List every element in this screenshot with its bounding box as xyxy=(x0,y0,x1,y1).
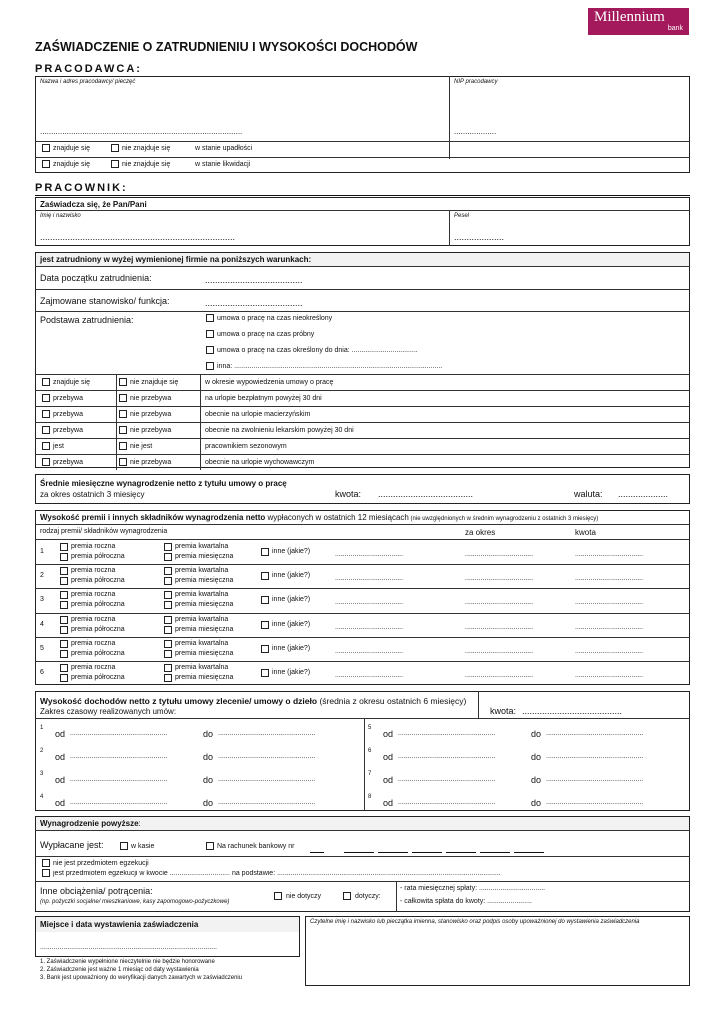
bonus-semiannual-label: premia półroczna xyxy=(71,577,125,584)
contract-to-field[interactable]: .................................................. xyxy=(546,799,644,806)
contract-od-label: od xyxy=(55,775,66,785)
account-number-segment[interactable] xyxy=(378,852,408,853)
payment-heading xyxy=(40,819,141,828)
signature-label: Czytelne imię i nazwisko lub pieczątka imienna, stanowisko oraz podpis osoby upoważnionej do wystawienia zaświadczenia xyxy=(310,919,640,925)
employer-name-label: Nazwa i adres pracodawcy/ pieczęć xyxy=(40,79,136,85)
status-a-label: przebywa xyxy=(53,427,83,434)
contract-od-label: od xyxy=(383,752,394,762)
bonus-monthly-label: premia miesięczna xyxy=(175,577,234,584)
bonus-period-field[interactable]: ................................... xyxy=(465,624,534,631)
status-b-label: nie przebywa xyxy=(130,459,172,466)
bonus-quarterly-label: premia kwartalna xyxy=(175,640,229,647)
bonus-other-field[interactable]: ................................... xyxy=(335,624,404,631)
contract-row-number: 1 xyxy=(40,725,44,731)
pay-cash-label: w kasie xyxy=(131,843,155,850)
contract-from-field[interactable]: .................................................. xyxy=(70,799,168,806)
basis-indefinite-label: umowa o pracę na czas nieokreślony xyxy=(217,315,333,322)
nip-field[interactable]: ................... xyxy=(454,127,497,136)
contract-from-field[interactable]: .................................................. xyxy=(70,730,168,737)
status-b-label: nie przebywa xyxy=(130,395,172,402)
basis-label: Podstawa zatrudnienia: xyxy=(40,315,134,325)
contract-to-field[interactable]: .................................................. xyxy=(218,730,316,737)
bonus-period-field[interactable]: ................................... xyxy=(465,551,534,558)
bonus-monthly-checkbox[interactable] xyxy=(164,674,172,682)
seizure-checkbox[interactable] xyxy=(42,869,50,877)
pesel-label: Pesel xyxy=(454,213,470,219)
basis-trial-label: umowa o pracę na czas próbny xyxy=(217,331,315,338)
bonus-semiannual-checkbox[interactable] xyxy=(60,626,68,634)
employee-name-field[interactable]: .............................................................................. xyxy=(40,232,236,242)
bonus-other-label: inne (jakie?) xyxy=(272,596,311,603)
status-a-label: przebywa xyxy=(53,395,83,402)
bonus-monthly-label: premia miesięczna xyxy=(175,626,234,633)
bonus-semiannual-checkbox[interactable] xyxy=(60,601,68,609)
bankruptcy-yes-label: znajduje się xyxy=(53,145,90,152)
account-number-segment[interactable] xyxy=(446,852,476,853)
bonus-row-number: 5 xyxy=(40,645,44,652)
bonus-semiannual-checkbox[interactable] xyxy=(60,553,68,561)
bonus-monthly-checkbox[interactable] xyxy=(164,601,172,609)
bonus-other-checkbox[interactable] xyxy=(261,645,269,653)
apply-label: dotyczy: xyxy=(355,893,381,900)
employee-name-label: Imię i nazwisko xyxy=(40,213,81,219)
bonus-annual-label: premia roczna xyxy=(71,567,116,574)
bonus-other-field[interactable]: ................................... xyxy=(335,575,404,582)
bonus-other-checkbox[interactable] xyxy=(261,669,269,677)
account-number-segment[interactable] xyxy=(310,852,324,853)
status-b-checkbox[interactable] xyxy=(119,378,127,386)
bonus-title-small: (nie uwzględnionych w średnim wynagrodzeniu z ostatnich 3 miesięcy) xyxy=(408,516,599,522)
nip-label: NIP pracodawcy xyxy=(454,79,498,85)
liquidation-text: w stanie likwidacji xyxy=(195,161,251,168)
avg-amount-field[interactable]: ...................................... xyxy=(378,489,474,499)
bonus-period-field[interactable]: ................................... xyxy=(465,575,534,582)
bonus-other-field[interactable]: ................................... xyxy=(335,551,404,558)
avg-amount-label: kwota: xyxy=(335,489,362,499)
status-a-checkbox[interactable] xyxy=(42,426,50,434)
contract-row-number: 5 xyxy=(368,725,372,731)
bonus-amount-field[interactable]: ................................... xyxy=(575,624,644,631)
bonus-row-number: 3 xyxy=(40,596,44,603)
status-text: obecnie na urlopie wychowawczym xyxy=(205,459,315,466)
employment-box xyxy=(35,252,690,468)
contract-row-number: 4 xyxy=(40,794,44,800)
bonus-col-amount: kwota xyxy=(575,528,596,537)
status-a-checkbox[interactable] xyxy=(42,394,50,402)
status-b-checkbox[interactable] xyxy=(119,410,127,418)
bonus-period-field[interactable]: ................................... xyxy=(465,672,534,679)
status-a-label: przebywa xyxy=(53,459,83,466)
bonus-monthly-label: premia miesięczna xyxy=(175,674,234,681)
start-date-label: Data początku zatrudnienia: xyxy=(40,273,152,283)
position-label: Zajmowane stanowisko/ funkcja: xyxy=(40,296,170,306)
bonus-row-number: 6 xyxy=(40,669,44,676)
account-number-segment[interactable] xyxy=(344,852,374,853)
bonus-quarterly-checkbox[interactable] xyxy=(164,543,172,551)
bonus-monthly-label: premia miesięczna xyxy=(175,553,234,560)
contract-amount-label: kwota: xyxy=(490,706,517,716)
basis-other-checkbox[interactable] xyxy=(206,362,214,370)
bonus-quarterly-checkbox[interactable] xyxy=(164,591,172,599)
contract-from-field[interactable]: .................................................. xyxy=(70,753,168,760)
contract-to-field[interactable]: .................................................. xyxy=(546,753,644,760)
avg-currency-field[interactable]: .................... xyxy=(618,489,669,499)
status-text: obecnie na urlopie macierzyńskim xyxy=(205,411,311,418)
status-a-label: jest xyxy=(53,443,64,450)
bankruptcy-yes-checkbox[interactable] xyxy=(42,144,50,152)
note-2: 2. Zaświadczenie jest ważne 1 miesiąc od daty wystawienia xyxy=(40,967,199,973)
pay-account-checkbox[interactable] xyxy=(206,842,214,850)
bonus-semiannual-label: premia półroczna xyxy=(71,553,125,560)
employer-heading: PRACODAWCA: xyxy=(35,63,142,75)
contract-row-number: 7 xyxy=(368,771,372,777)
contract-to-field[interactable]: .................................................. xyxy=(218,799,316,806)
bonus-quarterly-label: premia kwartalna xyxy=(175,591,229,598)
contract-amount-field[interactable]: ........................................ xyxy=(522,706,623,716)
bonus-other-label: inne (jakie?) xyxy=(272,645,311,652)
logo-name: Millennium xyxy=(594,9,665,25)
bonus-period-field[interactable]: ................................... xyxy=(465,648,534,655)
note-3: 3. Bank jest upoważniony do weryfikacji danych zawartych w zaświadczeniu xyxy=(40,975,243,981)
account-number-segment[interactable] xyxy=(412,852,442,853)
bonus-title xyxy=(40,513,598,522)
seizure-label: jest przedmiotem egzekucji w kwocie ............................... na podstawie: ................................................................................................................... xyxy=(53,870,501,877)
contract-from-field[interactable]: .................................................. xyxy=(398,753,496,760)
bonus-semiannual-label: premia półroczna xyxy=(71,674,125,681)
contract-title-bold: Wysokość dochodów netto z tytułu umowy zlecenie/ umowy o dzieło xyxy=(40,696,318,706)
contract-do-label: do xyxy=(531,798,542,808)
monthly-installment: - rata miesięcznej spłaty: .................................. xyxy=(400,885,546,892)
bonus-other-checkbox[interactable] xyxy=(261,596,269,604)
bonus-amount-field[interactable]: ................................... xyxy=(575,648,644,655)
bonus-other-checkbox[interactable] xyxy=(261,548,269,556)
basis-indefinite-checkbox[interactable] xyxy=(206,314,214,322)
bonus-title-bold: Wysokość premii i innych składników wynagrodzenia netto xyxy=(40,513,266,522)
bonus-quarterly-checkbox[interactable] xyxy=(164,664,172,672)
employee-heading: PRACOWNIK: xyxy=(35,182,128,194)
contract-title-normal: (średnia z okresu ostatnich 6 miesięcy) xyxy=(317,696,467,706)
position-field[interactable]: ....................................... xyxy=(205,298,303,308)
bonus-quarterly-checkbox[interactable] xyxy=(164,567,172,575)
status-text: na urlopie bezpłatnym powyżej 30 dni xyxy=(205,395,322,402)
basis-fixed-checkbox[interactable] xyxy=(206,346,214,354)
status-a-checkbox[interactable] xyxy=(42,410,50,418)
bonus-semiannual-label: premia półroczna xyxy=(71,626,125,633)
bonus-semiannual-checkbox[interactable] xyxy=(60,650,68,658)
bonus-row-number: 1 xyxy=(40,548,44,555)
contract-to-field[interactable]: .................................................. xyxy=(218,776,316,783)
bonus-semiannual-label: premia półroczna xyxy=(71,650,125,657)
bonus-annual-label: premia roczna xyxy=(71,616,116,623)
status-a-label: przebywa xyxy=(53,411,83,418)
contract-od-label: od xyxy=(55,798,66,808)
account-number-segment[interactable] xyxy=(514,852,544,853)
status-a-checkbox[interactable] xyxy=(42,458,50,466)
place-field[interactable]: ........................................................................................... xyxy=(40,944,217,951)
contract-do-label: do xyxy=(203,775,214,785)
bonus-other-field[interactable]: ................................... xyxy=(335,648,404,655)
bonus-monthly-checkbox[interactable] xyxy=(164,650,172,658)
bonus-annual-checkbox[interactable] xyxy=(60,567,68,575)
status-text: pracownikiem sezonowym xyxy=(205,443,287,450)
bonus-monthly-checkbox[interactable] xyxy=(164,577,172,585)
status-text: w okresie wypowiedzenia umowy o pracę xyxy=(205,379,334,386)
contract-do-label: do xyxy=(203,752,214,762)
bonus-annual-label: premia roczna xyxy=(71,543,116,550)
contract-to-field[interactable]: .................................................. xyxy=(546,730,644,737)
contract-row-number: 2 xyxy=(40,748,44,754)
contract-to-field[interactable]: .................................................. xyxy=(546,776,644,783)
contract-do-label: do xyxy=(203,798,214,808)
contract-range-label: Zakres czasowy realizowanych umów: xyxy=(40,707,177,716)
logo-sub: bank xyxy=(667,25,683,32)
bonus-other-label: inne (jakie?) xyxy=(272,621,311,628)
pesel-field[interactable]: .................... xyxy=(454,232,505,242)
payment-heading-colon: : xyxy=(138,819,141,828)
total-repayment: - całkowita spłata do kwoty: ....................... xyxy=(400,898,532,905)
bonus-monthly-label: premia miesięczna xyxy=(175,601,234,608)
status-b-label: nie znajduje się xyxy=(130,379,179,386)
contract-row-number: 8 xyxy=(368,794,372,800)
employer-name-field[interactable]: ........................................................................................... xyxy=(40,127,243,136)
note-1: 1. Zaświadczenie wypełnione nieczytelnie nie będzie honorowane xyxy=(40,959,215,965)
not-apply-checkbox[interactable] xyxy=(274,892,282,900)
contract-od-label: od xyxy=(383,798,394,808)
contract-od-label: od xyxy=(383,775,394,785)
bonus-other-checkbox[interactable] xyxy=(261,572,269,580)
bonus-row-number: 2 xyxy=(40,572,44,579)
basis-fixed-label: umowa o pracę na czas określony do dnia: .................................. xyxy=(217,347,418,354)
contract-row-number: 6 xyxy=(368,748,372,754)
bonus-amount-field[interactable]: ................................... xyxy=(575,551,644,558)
not-apply-label: nie dotyczy xyxy=(286,893,322,900)
liquidation-no-checkbox[interactable] xyxy=(111,160,119,168)
contract-from-field[interactable]: .................................................. xyxy=(398,730,496,737)
bonus-semiannual-checkbox[interactable] xyxy=(60,577,68,585)
status-a-checkbox[interactable] xyxy=(42,442,50,450)
status-a-label: znajduje się xyxy=(53,379,90,386)
bonus-other-label: inne (jakie?) xyxy=(272,669,311,676)
bonus-semiannual-label: premia półroczna xyxy=(71,601,125,608)
basis-trial-checkbox[interactable] xyxy=(206,330,214,338)
payment-heading-text: Wynagrodzenie powyższe xyxy=(40,819,139,828)
start-date-field[interactable]: ....................................... xyxy=(205,275,303,285)
bonus-annual-checkbox[interactable] xyxy=(60,543,68,551)
bonus-amount-field[interactable]: ................................... xyxy=(575,672,644,679)
bonus-other-field[interactable]: ................................... xyxy=(335,672,404,679)
contract-to-field[interactable]: .................................................. xyxy=(218,753,316,760)
status-b-checkbox[interactable] xyxy=(119,394,127,402)
employment-heading: jest zatrudniony w wyżej wymienionej firmie na poniższych warunkach: xyxy=(40,255,312,264)
contract-from-field[interactable]: .................................................. xyxy=(398,799,496,806)
status-b-checkbox[interactable] xyxy=(119,426,127,434)
no-seizure-label: nie jest przedmiotem egzekucji xyxy=(53,860,149,867)
bonus-annual-label: premia roczna xyxy=(71,640,116,647)
status-b-checkbox[interactable] xyxy=(119,442,127,450)
bonus-col-kind: rodzaj premii/ składników wynagrodzenia xyxy=(40,528,168,535)
contract-from-field[interactable]: .................................................. xyxy=(70,776,168,783)
bonus-annual-checkbox[interactable] xyxy=(60,664,68,672)
bonus-quarterly-checkbox[interactable] xyxy=(164,616,172,624)
pay-account-label: Na rachunek bankowy nr xyxy=(217,843,295,850)
status-b-label: nie jest xyxy=(130,443,153,450)
bonus-quarterly-checkbox[interactable] xyxy=(164,640,172,648)
bonus-other-checkbox[interactable] xyxy=(261,621,269,629)
bonus-amount-field[interactable]: ................................... xyxy=(575,599,644,606)
contract-do-label: do xyxy=(203,729,214,739)
liquidation-yes-label: znajduje się xyxy=(53,161,90,168)
avg-salary-title: Średnie miesięczne wynagrodzenie netto z tytułu umowy o pracę xyxy=(40,479,287,488)
paid-label: Wypłacane jest: xyxy=(40,840,104,850)
account-number-segment[interactable] xyxy=(480,852,510,853)
contract-do-label: do xyxy=(531,775,542,785)
bonus-period-field[interactable]: ................................... xyxy=(465,599,534,606)
contract-od-label: od xyxy=(55,729,66,739)
bonus-row-number: 4 xyxy=(40,621,44,628)
contract-row-number: 3 xyxy=(40,771,44,777)
employer-box xyxy=(35,76,690,173)
logo xyxy=(588,8,689,35)
bonus-quarterly-label: premia kwartalna xyxy=(175,616,229,623)
certifies-text: Zaświadcza się, że Pan/Pani xyxy=(40,200,147,209)
contract-title xyxy=(40,696,466,706)
avg-currency-label: waluta: xyxy=(574,489,603,499)
status-b-label: nie przebywa xyxy=(130,411,172,418)
status-text: obecnie na zwolnieniu lekarskim powyżej 30 dni xyxy=(205,427,354,434)
bonus-quarterly-label: premia kwartalna xyxy=(175,567,229,574)
bonus-monthly-label: premia miesięczna xyxy=(175,650,234,657)
bonus-annual-label: premia roczna xyxy=(71,591,116,598)
bonus-quarterly-label: premia kwartalna xyxy=(175,664,229,671)
bankruptcy-no-label: nie znajduje się xyxy=(122,145,171,152)
bonus-other-field[interactable]: ................................... xyxy=(335,599,404,606)
status-b-checkbox[interactable] xyxy=(119,458,127,466)
bonus-annual-checkbox[interactable] xyxy=(60,591,68,599)
bankruptcy-text: w stanie upadłości xyxy=(195,145,253,152)
no-seizure-checkbox[interactable] xyxy=(42,859,50,867)
bonus-monthly-checkbox[interactable] xyxy=(164,553,172,561)
bonus-annual-checkbox[interactable] xyxy=(60,616,68,624)
bonus-annual-checkbox[interactable] xyxy=(60,640,68,648)
avg-salary-period: za okres ostatnich 3 miesięcy xyxy=(40,490,145,499)
bonus-col-period: za okres xyxy=(465,528,496,537)
contract-do-label: do xyxy=(531,729,542,739)
liquidation-yes-checkbox[interactable] xyxy=(42,160,50,168)
bonus-annual-label: premia roczna xyxy=(71,664,116,671)
bankruptcy-no-checkbox[interactable] xyxy=(111,144,119,152)
basis-other-label: inna: ........................................................................................................... xyxy=(217,363,443,370)
bonus-title-normal: wypłaconych w ostatnich 12 miesiącach xyxy=(265,513,409,522)
bonus-other-label: inne (jakie?) xyxy=(272,572,311,579)
contract-from-field[interactable]: .................................................. xyxy=(398,776,496,783)
pay-cash-checkbox[interactable] xyxy=(120,842,128,850)
bonus-quarterly-label: premia kwartalna xyxy=(175,543,229,550)
page-title: ZAŚWIADCZENIE O ZATRUDNIENIU I WYSOKOŚCI DOCHODÓW xyxy=(35,40,418,54)
contract-od-label: od xyxy=(55,752,66,762)
status-b-label: nie przebywa xyxy=(130,427,172,434)
other-deductions-sub: (np. pożyczki socjalne/ mieszkaniowe, kasy zapomogowo-pożyczkowe) xyxy=(40,899,230,905)
liquidation-no-label: nie znajduje się xyxy=(122,161,171,168)
contract-do-label: do xyxy=(531,752,542,762)
bonus-other-label: inne (jakie?) xyxy=(272,548,311,555)
signature-box[interactable] xyxy=(305,916,690,986)
contract-od-label: od xyxy=(383,729,394,739)
status-a-checkbox[interactable] xyxy=(42,378,50,386)
other-deductions-label: Inne obciążenia/ potrącenia: xyxy=(40,886,153,896)
bonus-semiannual-checkbox[interactable] xyxy=(60,674,68,682)
apply-checkbox[interactable] xyxy=(343,892,351,900)
bonus-amount-field[interactable]: ................................... xyxy=(575,575,644,582)
place-label: Miejsce i data wystawienia zaświadczenia xyxy=(40,920,199,929)
bonus-monthly-checkbox[interactable] xyxy=(164,626,172,634)
